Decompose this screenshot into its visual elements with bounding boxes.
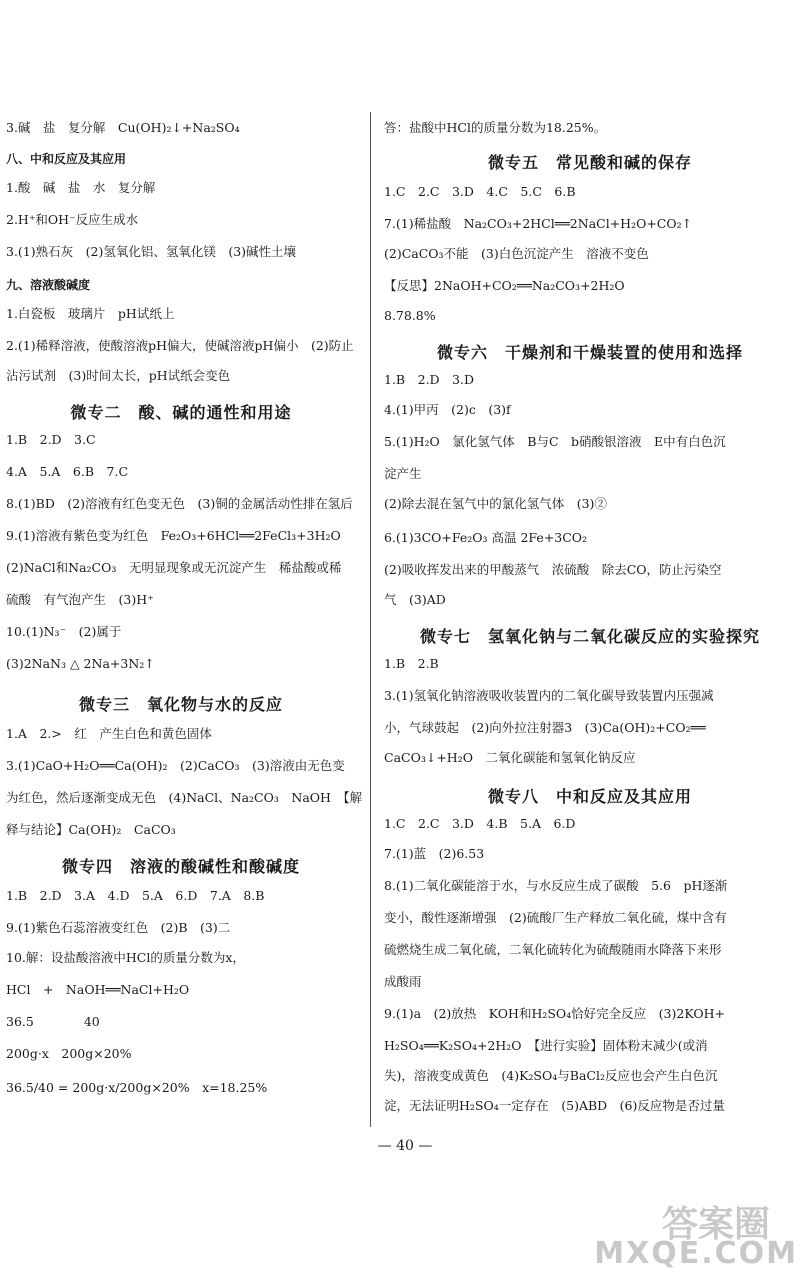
left-sec-1: 八、中和反应及其应用 xyxy=(6,152,127,166)
right-line-31: 淀，无法证明H₂SO₄一定存在 (5)ABD (6)反应物是否过量 xyxy=(384,1098,725,1113)
right-line-27: 成酸雨 xyxy=(384,974,422,989)
left-line-25: 9.(1)紫色石蕊溶液变红色 (2)B (3)二 xyxy=(6,920,231,935)
right-title-1: 微专五 常见酸和碱的保存 xyxy=(487,153,692,172)
right-line-4: (2)CaCO₃不能 (3)白色沉淀产生 溶液不变色 xyxy=(384,246,649,261)
left-sec-5: 九、溶液酸碱度 xyxy=(6,278,91,292)
right-line-6: 8.78.8% xyxy=(384,308,436,323)
left-line-0: 3.碱 盐 复分解 Cu(OH)₂↓+Na₂SO₄ xyxy=(6,120,240,135)
left-line-3: 2.H⁺和OH⁻反应生成水 xyxy=(6,212,139,227)
right-line-3: 7.(1)稀盐酸 Na₂CO₃+2HCl══2NaCl+H₂O+CO₂↑ xyxy=(384,216,693,231)
right-line-11: 淀产生 xyxy=(384,466,422,481)
left-line-8: 沾污试剂 (3)时间太长，pH试纸会变色 xyxy=(6,368,231,383)
left-line-30: 36.5/40 = 200g·x/200g×20% x=18.25% xyxy=(6,1080,268,1095)
column-divider xyxy=(370,112,371,1127)
left-line-12: 8.(1)BD (2)溶液有红色变无色 (3)铜的金属活动性排在氢后 xyxy=(6,496,353,511)
right-line-23: 7.(1)蓝 (2)6.53 xyxy=(384,846,485,861)
right-title-16: 微专七 氢氧化钠与二氧化碳反应的实验探究 xyxy=(419,627,760,646)
right-line-22: 1.C 2.C 3.D 4.B 5.A 6.D xyxy=(384,816,576,831)
right-line-26: 硫燃烧生成二氧化硫，二氧化硫转化为硫酸随雨水降落下来形 xyxy=(384,942,722,957)
left-line-14: (2)NaCl和Na₂CO₃ 无明显现象或无沉淀产生 稀盐酸或稀 xyxy=(6,560,342,575)
right-line-20: CaCO₃↓+H₂O 二氧化碳能和氢氧化钠反应 xyxy=(384,750,636,765)
left-line-20: 3.(1)CaO+H₂O══Ca(OH)₂ (2)CaCO₃ (3)溶液由无色变 xyxy=(6,758,345,773)
right-line-18: 3.(1)氢氧化钠溶液吸收装置内的二氧化碳导致装置内压强减 xyxy=(384,688,714,703)
left-line-21: 为红色，然后逐渐变成无色 (4)NaCl、Na₂CO₃ NaOH 【解 xyxy=(6,790,363,805)
left-line-17: (3)2NaN₃ △ 2Na+3N₂↑ xyxy=(6,656,155,671)
left-line-29: 200g·x 200g×20% xyxy=(6,1046,132,1061)
left-title-23: 微专四 溶液的酸碱性和酸碱度 xyxy=(61,857,300,876)
left-line-6: 1.白瓷板 玻璃片 pH试纸上 xyxy=(6,306,175,321)
left-line-10: 1.B 2.D 3.C xyxy=(6,432,96,447)
left-line-16: 10.(1)N₃⁻ (2)属于 xyxy=(6,624,122,639)
left-line-4: 3.(1)熟石灰 (2)氢氧化铝、氢氧化镁 (3)碱性土壤 xyxy=(6,244,297,259)
left-title-18: 微专三 氧化物与水的反应 xyxy=(78,695,283,714)
right-line-0: 答：盐酸中HCl的质量分数为18.25%。 xyxy=(384,120,607,135)
watermark-url: MXQE.COM xyxy=(594,1236,798,1271)
left-line-7: 2.(1)稀释溶液，使酸溶液pH偏大，使碱溶液pH偏小 (2)防止 xyxy=(6,338,354,353)
left-line-28: 36.5 40 xyxy=(6,1014,100,1029)
right-title-21: 微专八 中和反应及其应用 xyxy=(487,787,692,806)
right-line-29: H₂SO₄══K₂SO₄+2H₂O 【进行实验】固体粉末减少(或消 xyxy=(384,1038,708,1053)
right-title-7: 微专六 干燥剂和干燥装置的使用和选择 xyxy=(436,343,743,362)
right-line-14: (2)吸收挥发出来的甲酸蒸气 浓硫酸 除去CO，防止污染空 xyxy=(384,562,722,577)
right-line-5: 【反思】2NaOH+CO₂══Na₂CO₃+2H₂O xyxy=(384,278,625,293)
right-line-2: 1.C 2.C 3.D 4.C 5.C 6.B xyxy=(384,184,576,199)
right-line-28: 9.(1)a (2)放热 KOH和H₂SO₄恰好完全反应 (3)2KOH+ xyxy=(384,1006,725,1021)
right-line-13: 6.(1)3CO+Fe₂O₃ 高温 2Fe+3CO₂ xyxy=(384,530,588,545)
left-line-19: 1.A 2.> 红 产生白色和黄色固体 xyxy=(6,726,212,741)
left-line-15: 硫酸 有气泡产生 (3)H⁺ xyxy=(6,592,154,607)
left-line-13: 9.(1)溶液有紫色变为红色 Fe₂O₃+6HCl══2FeCl₃+3H₂O xyxy=(6,528,341,543)
right-line-10: 5.(1)H₂O 氯化氢气体 B与C b硝酸银溶液 E中有白色沉 xyxy=(384,434,726,449)
right-line-30: 失)，溶液变成黄色 (4)K₂SO₄与BaCl₂反应也会产生白色沉 xyxy=(384,1068,718,1083)
right-line-25: 变小，酸性逐渐增强 (2)硫酸厂生产释放二氧化硫，煤中含有 xyxy=(384,910,727,925)
right-line-9: 4.(1)甲丙 (2)c (3)f xyxy=(384,402,511,417)
right-line-24: 8.(1)二氧化碳能溶于水，与水反应生成了碳酸 5.6 pH逐渐 xyxy=(384,878,728,893)
left-title-9: 微专二 酸、碱的通性和用途 xyxy=(70,403,292,422)
right-line-8: 1.B 2.D 3.D xyxy=(384,372,475,387)
left-line-22: 释与结论】Ca(OH)₂ CaCO₃ xyxy=(6,822,176,837)
left-line-11: 4.A 5.A 6.B 7.C xyxy=(6,464,129,479)
left-line-27: HCl + NaOH══NaCl+H₂O xyxy=(6,982,190,997)
right-line-19: 小，气球鼓起 (2)向外拉注射器3 (3)Ca(OH)₂+CO₂══ xyxy=(384,720,706,735)
right-line-15: 气 (3)AD xyxy=(384,592,446,607)
left-line-24: 1.B 2.D 3.A 4.D 5.A 6.D 7.A 8.B xyxy=(6,888,265,903)
right-line-17: 1.B 2.B xyxy=(384,656,439,671)
page-number: — 40 — xyxy=(377,1138,433,1154)
watermark-logo: 答案圈 xyxy=(661,1204,770,1245)
left-line-26: 10.解：设盐酸溶液中HCl的质量分数为x， xyxy=(6,950,245,965)
right-line-12: (2)除去混在氢气中的氯化氢气体 (3)② xyxy=(384,496,607,511)
left-line-2: 1.酸 碱 盐 水 复分解 xyxy=(6,180,156,195)
